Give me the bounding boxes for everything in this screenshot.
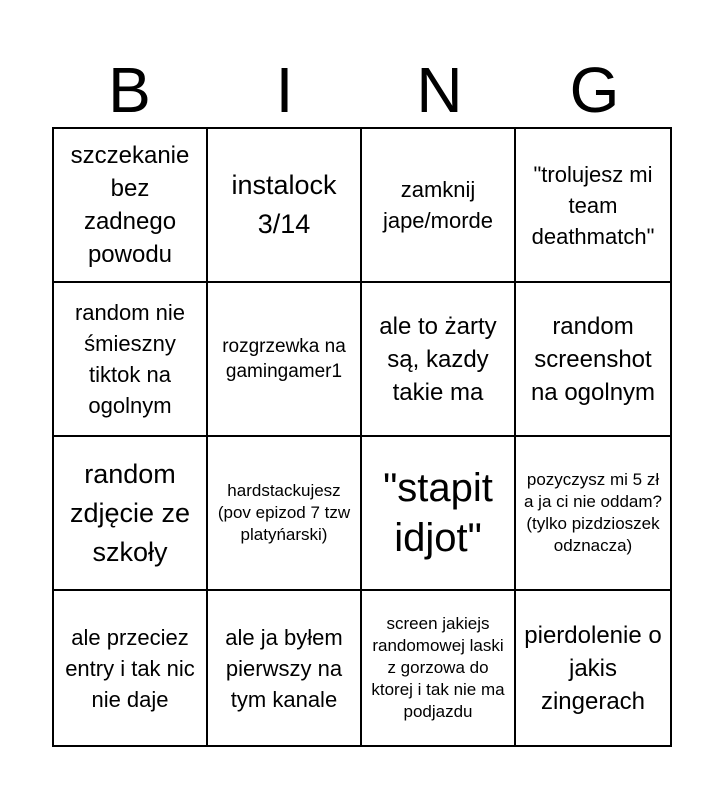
bingo-cell[interactable] (54, 129, 208, 283)
bingo-cell[interactable] (54, 591, 208, 745)
bingo-cell-text: "trolujesz mi team deathmatch" (531, 161, 655, 249)
bingo-cell-text: rozgrzewka na gamingamer1 (222, 336, 346, 382)
header-letter-b: B (108, 54, 151, 126)
bingo-cell-text: ale przeciez entry i tak nic nie daje (65, 624, 195, 712)
bingo-cell[interactable] (516, 129, 670, 283)
bingo-cell-text: ale to żarty są, kazdy takie ma (379, 312, 497, 406)
bingo-cell[interactable] (516, 437, 670, 591)
header-letter-g: G (569, 54, 620, 126)
bingo-cell[interactable] (362, 437, 516, 591)
bingo-cell[interactable] (208, 283, 362, 437)
bingo-cell-text: random screenshot na ogolnym (530, 312, 656, 406)
bingo-cell-text: screen jakiejs randomowej laski z gorzowa do ktorej i tak nie ma podjazdu (371, 614, 505, 721)
bingo-cell[interactable] (208, 437, 362, 591)
bingo-cell[interactable] (362, 591, 516, 745)
bingo-cell[interactable] (362, 129, 516, 283)
bingo-cell[interactable] (208, 129, 362, 283)
bingo-cell-text: instalock 3/14 (231, 170, 337, 239)
bingo-cell[interactable] (54, 437, 208, 591)
bingo-header (52, 55, 672, 125)
bingo-cell-text: random nie śmieszny tiktok na ogolnym (74, 300, 186, 418)
bingo-cell[interactable] (208, 591, 362, 745)
bingo-cell-text: ale ja byłem pierwszy na tym kanale (225, 624, 343, 712)
header-letter-i: I (275, 54, 294, 126)
bingo-grid (52, 127, 672, 747)
bingo-cell-text: pierdolenie o jakis zingerach (524, 621, 662, 715)
bingo-cell[interactable] (54, 283, 208, 437)
bingo-cell-text: random zdjęcie ze szkoły (69, 458, 191, 567)
bingo-cell-text: zamknij jape/morde (382, 177, 494, 233)
bingo-cell[interactable] (362, 283, 516, 437)
bingo-cell-text: "stapit idjot" (383, 466, 493, 560)
bingo-cell-text: pozyczysz mi 5 zł a ja ci nie oddam? (tylko pizdzioszek odznacza) (524, 470, 662, 555)
bingo-cell-text: hardstackujesz (pov epizod 7 tzw platyńarski) (217, 481, 351, 544)
bingo-cell[interactable] (516, 591, 670, 745)
header-letter-n: N (416, 54, 463, 126)
bingo-cell-text: szczekanie bez zadnego powodu (70, 142, 190, 268)
bingo-cell[interactable] (516, 283, 670, 437)
